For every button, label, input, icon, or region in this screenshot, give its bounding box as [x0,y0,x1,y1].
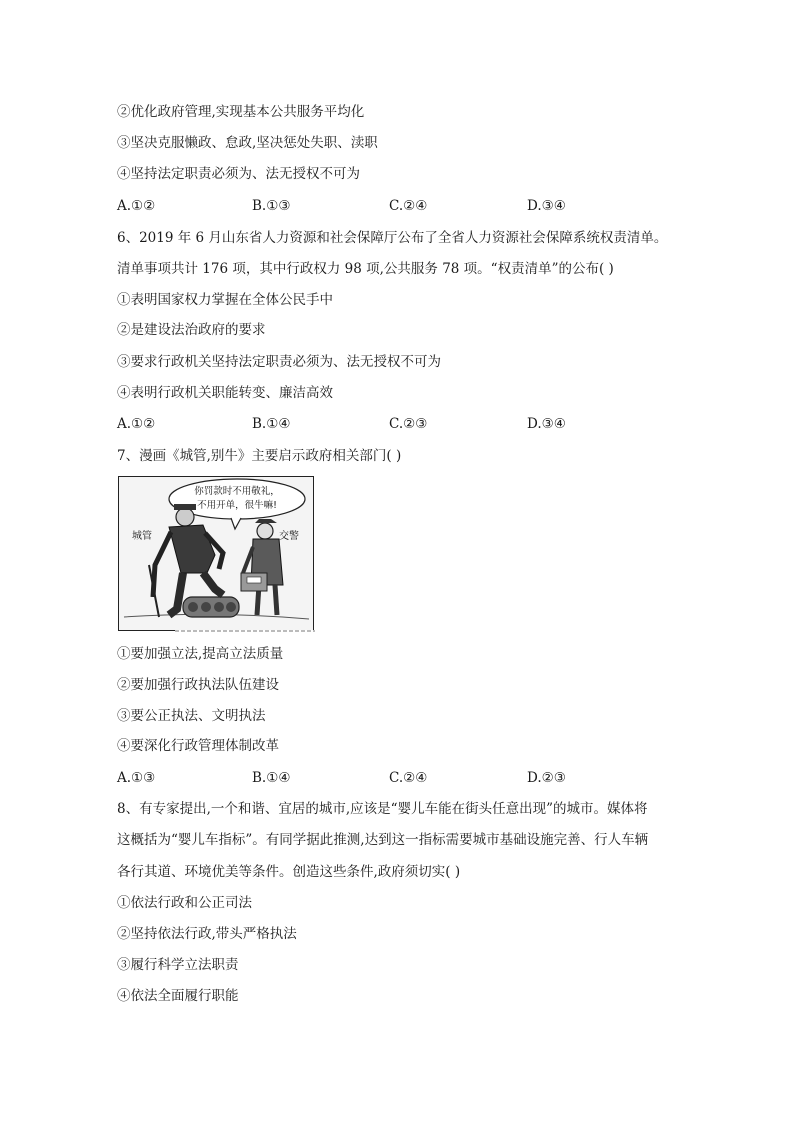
cartoon-underline-divider [175,630,315,632]
q7-item-2: ②要加强行政执法队伍建设 [117,677,279,693]
q7-item-3: ③要公正执法、文明执法 [117,708,266,724]
q7-option-c[interactable]: C.②④ [389,770,428,786]
q6-stem-line-2: 清单事项共计 176 项，其中行政权力 98 项,公共服务 78 项。“权责清单”的公布( ) [117,261,614,277]
q6-item-2: ②是建设法治政府的要求 [117,322,266,338]
q7-option-b[interactable]: B.①④ [252,770,291,786]
q8-stem-line-2: 这概括为“婴儿车指标”。有同学据此推测,达到这一指标需要城市基础设施完善、行人车辆 [117,832,649,848]
q7-cartoon-image [118,476,314,631]
q6-stem-line-1: 6、2019 年 6 月山东省人力资源和社会保障厅公布了全省人力资源社会保障系统权责清单。 [117,230,668,246]
cartoon-speech-line-2: 不用开单，很牛嘛! [197,500,277,511]
q6-option-d[interactable]: D.③④ [527,416,566,432]
q6-option-b[interactable]: B.①④ [252,416,291,432]
q6-item-3: ③要求行政机关坚持法定职责必须为、法无授权不可为 [117,354,441,370]
q7-stem: 7、漫画《城管,别牛》主要启示政府相关部门( ) [117,448,402,464]
q6-item-1: ①表明国家权力掌握在全体公民手中 [117,292,333,308]
q7-option-d[interactable]: D.②③ [527,770,566,786]
q5-item-4: ④坚持法定职责必须为、法无授权不可为 [117,166,360,182]
q8-item-4: ④依法全面履行职能 [117,988,239,1004]
cartoon-label-jiaojing: 交警 [279,531,299,542]
q6-item-4: ④表明行政机关职能转变、廉洁高效 [117,385,333,401]
q8-stem-line-3: 各行其道、环境优美等条件。创造这些条件,政府须切实( ) [117,864,461,880]
q5-option-a[interactable]: A.①② [117,198,156,214]
q5-option-c[interactable]: C.②④ [389,198,428,214]
q8-item-1: ①依法行政和公正司法 [117,895,252,911]
q6-option-a[interactable]: A.①② [117,416,156,432]
q8-item-2: ②坚持依法行政,带头严格执法 [117,926,297,942]
q7-option-a[interactable]: A.①③ [117,770,156,786]
cartoon-label-chengguan: 城管 [132,531,152,542]
cartoon-speech-line-1: 你罚款时不用敬礼， [194,486,280,497]
q5-item-2: ②优化政府管理,实现基本公共服务平均化 [117,104,365,120]
q7-item-1: ①要加强立法,提高立法质量 [117,646,284,662]
q5-option-b[interactable]: B.①③ [252,198,291,214]
q5-item-3: ③坚决克服懒政、怠政,坚决惩处失职、渎职 [117,135,378,151]
q8-item-3: ③履行科学立法职责 [117,957,239,973]
q6-option-c[interactable]: C.②③ [389,416,428,432]
q7-item-4: ④要深化行政管理体制改革 [117,738,279,754]
q5-option-d[interactable]: D.③④ [527,198,566,214]
q8-stem-line-1: 8、有专家提出,一个和谐、宜居的城市,应该是“婴儿车能在街头任意出现”的城市。媒体将 [117,801,648,817]
